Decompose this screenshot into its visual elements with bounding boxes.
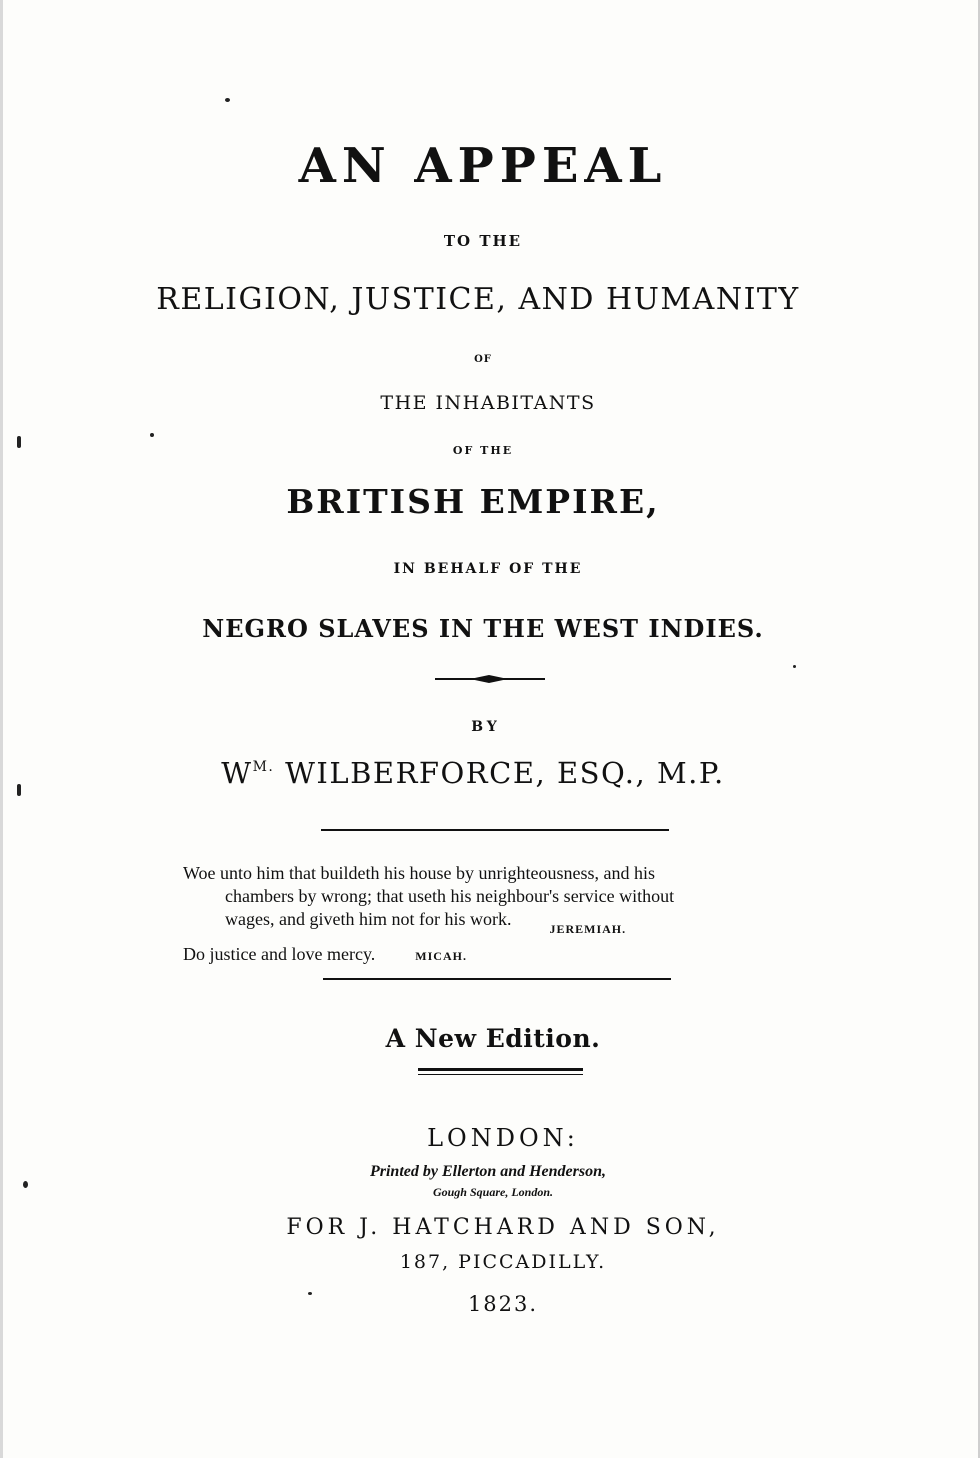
subtitle-empire: BRITISH EMPIRE,	[286, 482, 660, 521]
subtitle-negro-slaves: NEGRO SLAVES IN THE WEST INDIES.	[202, 614, 764, 643]
ink-speck	[17, 436, 21, 448]
subtitle-of-the: OF THE	[452, 444, 514, 457]
ink-speck	[150, 433, 154, 437]
attribution-jeremiah: JEREMIAH.	[549, 922, 627, 936]
book-title: AN APPEAL	[298, 138, 668, 194]
ink-speck	[793, 665, 796, 668]
subtitle-of: OF	[474, 354, 492, 365]
imprint-printer: Printed by Ellerton and Henderson,	[369, 1163, 607, 1180]
author-prefix: W	[221, 756, 253, 790]
epigraph-line4: Do justice and love mercy.	[183, 944, 376, 964]
epigraph-line4-wrap	[183, 943, 813, 968]
subtitle-inhabitants: THE INHABITANTS	[380, 392, 596, 414]
edition-underline-2	[418, 1074, 583, 1075]
attribution-micah: MICAH.	[415, 949, 467, 963]
epigraph-line3: wages, and giveth him not for his work.	[225, 909, 512, 929]
ink-speck	[23, 1181, 28, 1188]
subtitle-subject: RELIGION, JUSTICE, AND HUMANITY	[156, 282, 800, 317]
epigraph-line1: Woe unto him that buildeth his house by unrighteousness, and his	[183, 863, 656, 883]
imprint-year: 1823.	[467, 1292, 539, 1316]
epigraph-line3-wrap	[183, 908, 813, 936]
epigraph-line2: chambers by wrong; that useth his neighbour's service without	[225, 886, 675, 906]
by-label: BY	[471, 719, 501, 735]
author-sup: M.	[252, 759, 275, 775]
imprint-publisher-address: 187, PICCADILLY.	[399, 1251, 607, 1273]
subtitle-to-the: TO THE	[443, 232, 523, 250]
author-line	[0, 756, 963, 790]
subtitle-in-behalf: IN BEHALF OF THE	[393, 561, 583, 577]
divider-top	[321, 829, 669, 831]
ink-speck	[225, 98, 230, 102]
imprint-city: LONDON:	[427, 1124, 579, 1152]
ink-speck	[17, 784, 21, 796]
edition-underline	[418, 1068, 583, 1071]
imprint-printer-address: Gough Square, London.	[432, 1185, 554, 1199]
edition-label: A New Edition.	[385, 1024, 601, 1053]
author-name: WILBERFORCE, ESQ., M.P.	[285, 756, 725, 790]
epigraph	[183, 862, 813, 968]
divider-bottom	[323, 978, 671, 980]
ornament-diamond	[470, 675, 508, 683]
imprint-publisher: FOR J. HATCHARD AND SON,	[286, 1215, 720, 1240]
ink-speck	[308, 1292, 312, 1295]
